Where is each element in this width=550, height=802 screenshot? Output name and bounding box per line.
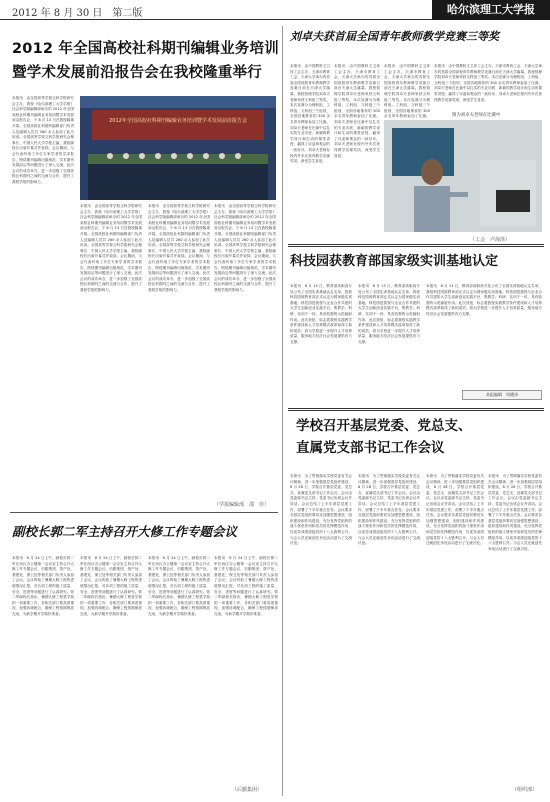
party-body-col4: 本报讯 为了贯彻落实学校党委有关会议精神，进一步加强基层党组织建设，8 月 28 日，学校召开基层党委、党总支、直属党支部书记工作会议。会议由党委副书记主持，党委书记出席会议并讲话。会议总结了上半年基层党建工作，部署了下半年重点任务。会议要求各基层党组织要切实加强思想建设、组织建设和作风建设，充分发挥党组织的战斗堡垒作用和党员的先锋模范作用，以优异成绩迎接党的十八大胜利召开。与会人员还就创先争优活动进行了交流讨论。 [488,474,542,551]
forum-banner-text: 2012年全国高校社科期刊编辑业务培训暨学术发展前沿报告会 [109,118,247,124]
research-base-title: 科技园获教育部国家级实训基地认定 [290,254,499,269]
meeting-body-col2: 本报讯 8 月 24 日上午，副校长郭二军在西区办公楼第一会议室主持召开大修工作专题会议，后勤集团、资产处、基建处、保卫处等相关部门负责人参加了会议。会议听取了暑期大修工程的进展情况汇报，对各项工程的施工质量、安全、进度等问题进行了认真研究。郭二军副校长指出，暑期大修工程是学校的一项重要工作，各相关部门要高度重视，加强协调配合，确保工程按期保质完成，为新学期开学做好准备。 [80,556,142,616]
party-title-line2: 直属党支部书记工作会议 [296,440,445,456]
party-title-line1: 学校召开基层党委、党总支、 [296,418,472,434]
meeting-body-col1: 本报讯 8 月 24 日上午，副校长郭二军在西区办公楼第一会议室主持召开大修工作专题会议，后勤集团、资产处、基建处、保卫处等相关部门负责人参加了会议。会议听取了暑期大修工程的进展情况汇报，对各项工程的施工质量、安全、进度等问题进行了认真研究。郭二军副校长指出，暑期大修工程是学校的一项重要工作，各相关部门要高度重视，加强协调配合，确保工程按期保质完成，为新学期开学做好准备。 [12,556,74,616]
forum-body-col4: 本报讯 由全国高等学校文科学报研究会主办、我校《哈尔滨理工大学学报》社会科学版编辑部承办的 2012 年全国高校社科期刊编辑业务培训暨学术发展前沿报告会，于 8 月 13 日在我校隆重开幕。全国高校社科期刊编辑部门负责人及编辑人员共 260 余人参加了此次培训。全国高等学校文科学报研究会理事长、中国人民大学学报主编，我校副校长出席开幕式并致辞。会议期间，与会代表听取了多位专家学者的学术报告，围绕期刊编辑出版规范、学术期刊发展前沿等问题进行了深入交流。此次会议的成功举办，进一步加强了全国高校社科期刊之间的交流与合作，提升了我校学报的影响力。 [214,204,276,292]
research-base-separator [288,408,544,411]
meeting-signature: （后勤集团） [232,787,263,793]
party-body-col2: 本报讯 为了贯彻落实学校党委有关会议精神，进一步加强基层党组织建设，8 月 28 日，学校召开基层党委、党总支、直属党支部书记工作会议。会议由党委副书记主持，党委书记出席会议并讲话。会议总结了上半年基层党建工作，部署了下半年重点任务。会议要求各基层党组织要切实加强思想建设、组织建设和作风建设，充分发挥党组织的战斗堡垒作用和党员的先锋模范作用，以优异成绩迎接党的十八大胜利召开。与会人员还就创先争优活动进行了交流讨论。 [358,474,420,546]
forum-body-col1: 本报讯 由全国高等学校文科学报研究会主办、我校《哈尔滨理工大学学报》社会科学版编辑部承办的 2012 年全国高校社科期刊编辑业务培训暨学术发展前沿报告会，于 8 月 13 日在我校隆重开幕。全国高校社科期刊编辑部门负责人及编辑人员共 260 余人参加了此次培训。全国高等学校文科学报研究会理事长、中国人民大学学报主编，我校副校长出席开幕式并致辞。会议期间，与会代表听取了多位专家学者的学术报告，围绕期刊编辑出版规范、学术期刊发展前沿等问题进行了深入交流。此次会议的成功举办，进一步加强了全国高校社科期刊之间的交流与合作，提升了我校学报的影响力。 [12,96,74,184]
meeting-body-col3: 本报讯 8 月 24 日上午，副校长郭二军在西区办公楼第一会议室主持召开大修工作专题会议，后勤集团、资产处、基建处、保卫处等相关部门负责人参加了会议。会议听取了暑期大修工程的进展情况汇报，对各项工程的施工质量、安全、进度等问题进行了认真研究。郭二军副校长指出，暑期大修工程是学校的一项重要工作，各相关部门要高度重视，加强协调配合，确保工程按期保质完成，为新学期开学做好准备。 [148,556,210,616]
teacher-photo-caption: 图为刘卓夫老师在比赛中 [452,113,501,118]
paper-name: 哈尔滨理工大学报 [432,0,550,20]
research-base-body-col3: 本报讯 8 月 13 日，教育部高职高专处公布了全国实训基地认定名单，我校科技园被教育部正式认定为国家级实训基地。科技园是我校与企业合作共建的大学生创新创业实践平台，集教学、科研、实训于一体，具有较强的示范辐射作用。此次获批，标志着我校实践教学条件建设和人才培养模式改革取得了新的成效，将为学校进一步提升人才培养质量、服务地方经济社会发展提供有力支撑。 [426,284,542,316]
forum-body-col3: 本报讯 由全国高等学校文科学报研究会主办、我校《哈尔滨理工大学学报》社会科学版编辑部承办的 2012 年全国高校社科期刊编辑业务培训暨学术发展前沿报告会，于 8 月 13 日在我校隆重开幕。全国高校社科期刊编辑部门负责人及编辑人员共 260 余人参加了此次培训。全国高等学校文科学报研究会理事长、中国人民大学学报主编，我校副校长出席开幕式并致辞。会议期间，与会代表听取了多位专家学者的学术报告，围绕期刊编辑出版规范、学术期刊发展前沿等问题进行了深入交流。此次会议的成功举办，进一步加强了全国高校社科期刊之间的交流与合作，提升了我校学报的影响力。 [148,204,210,292]
teacher-body-col3: 本报讯 由中国教科文卫体工会主办、天津市教育工会、天津大学承办的首届全国高校青年教师教学竞赛日前在天津大学落幕。我校管理学院刘卓夫老师荣获文科组三等奖。本次竞赛分为理科组、工科组、文科组三个组别，全国各地推荐的 300 余名青年教师参加了比赛。 [384,64,430,119]
teacher-separator [288,244,544,247]
party-body-col1: 本报讯 为了贯彻落实学校党委有关会议精神，进一步加强基层党组织建设，8 月 28 日，学校召开基层党委、党总支、直属党支部书记工作会议。会议由党委副书记主持，党委书记出席会议并讲话。会议总结了上半年基层党建工作，部署了下半年重点任务。会议要求各基层党组织要切实加强思想建设、组织建设和作风建设，充分发挥党组织的战斗堡垒作用和党员的先锋模范作用，以优异成绩迎接党的十八大胜利召开。与会人员还就创先争优活动进行了交流讨论。 [290,474,352,546]
meeting-title: 副校长郭二军主持召开大修工作专题会议 [12,524,238,539]
research-base-photo-caption: 本报编辑 周德泽 [462,390,542,400]
teacher-body-col4: 本报讯 由中国教科文卫体工会主办、天津市教育工会、天津大学承办的首届全国高校青年教师教学竞赛日前在天津大学落幕。我校管理学院刘卓夫老师荣获文科组三等奖。本次竞赛分为理科组、工科组、文科组三个组别，全国各地推荐的 300 余名青年教师参加了比赛。刘卓夫老师在比赛中以扎实的专业功底、新颖的教学设计和生动的课堂讲授，赢得了评委和观众的一致好评。刘卓夫老师在校内外多次获得教学竞赛奖项，深受学生喜爱。 [434,64,542,102]
meeting-top-rule [10,512,278,513]
party-signature: （组织部） [512,787,538,793]
teacher-photo [384,120,542,232]
teacher-body-col2: 本报讯 由中国教科文卫体工会主办、天津市教育工会、天津大学承办的首届全国高校青年教师教学竞赛日前在天津大学落幕。我校管理学院刘卓夫老师荣获文科组三等奖。本次竞赛分为理科组、工科组、文科组三个组别，全国各地推荐的 300 余名青年教师参加了比赛。刘卓夫老师在比赛中以扎实的专业功底、新颖的教学设计和生动的课堂讲授，赢得了评委和观众的一致好评。刘卓夫老师在校内外多次获得教学竞赛奖项，深受学生喜爱。 [334,64,380,158]
forum-body-col2: 本报讯 由全国高等学校文科学报研究会主办、我校《哈尔滨理工大学学报》社会科学版编辑部承办的 2012 年全国高校社科期刊编辑业务培训暨学术发展前沿报告会，于 8 月 13 日在我校隆重开幕。全国高校社科期刊编辑部门负责人及编辑人员共 260 余人参加了此次培训。全国高等学校文科学报研究会理事长、中国人民大学学报主编，我校副校长出席开幕式并致辞。会议期间，与会代表听取了多位专家学者的学术报告，围绕期刊编辑出版规范、学术期刊发展前沿等问题进行了深入交流。此次会议的成功举办，进一步加强了全国高校社科期刊之间的交流与合作，提升了我校学报的影响力。 [80,204,142,292]
forum-photo [80,96,276,200]
issue-date: 2012 年 8 月 30 日 第二版 [12,8,143,19]
column-divider [282,26,283,796]
teacher-signature: （工会 卢海泽） [470,237,511,243]
forum-signature: （学报编辑部 邵 佳） [214,502,270,508]
forum-title-line1: 2012 年全国高校社科期刊编辑业务培训 [12,41,279,57]
meeting-body-col4: 本报讯 8 月 24 日上午，副校长郭二军在西区办公楼第一会议室主持召开大修工作专题会议，后勤集团、资产处、基建处、保卫处等相关部门负责人参加了会议。会议听取了暑期大修工程的进展情况汇报，对各项工程的施工质量、安全、进度等问题进行了认真研究。郭二军副校长指出，暑期大修工程是学校的一项重要工作，各相关部门要高度重视，加强协调配合，确保工程按期保质完成，为新学期开学做好准备。 [214,556,278,616]
party-body-col3: 本报讯 为了贯彻落实学校党委有关会议精神，进一步加强基层党组织建设，8 月 28 日，学校召开基层党委、党总支、直属党支部书记工作会议。会议由党委副书记主持，党委书记出席会议并讲话。会议总结了上半年基层党建工作，部署了下半年重点任务。会议要求各基层党组织要切实加强思想建设、组织建设和作风建设，充分发挥党组织的战斗堡垒作用和党员的先锋模范作用，以优异成绩迎接党的十八大胜利召开。与会人员还就创先争优活动进行了交流讨论。 [426,474,484,546]
forum-title-line2: 暨学术发展前沿报告会在我校隆重举行 [12,65,262,81]
teacher-body-col1: 本报讯 由中国教科文卫体工会主办、天津市教育工会、天津大学承办的首届全国高校青年教师教学竞赛日前在天津大学落幕。我校管理学院刘卓夫老师荣获文科组三等奖。本次竞赛分为理科组、工科组、文科组三个组别，全国各地推荐的 300 余名青年教师参加了比赛。刘卓夫老师在比赛中以扎实的专业功底、新颖的教学设计和生动的课堂讲授，赢得了评委和观众的一致好评。刘卓夫老师在校内外多次获得教学竞赛奖项，深受学生喜爱。 [290,64,330,164]
research-base-body-col2: 本报讯 8 月 13 日，教育部高职高专处公布了全国实训基地认定名单，我校科技园被教育部正式认定为国家级实训基地。科技园是我校与企业合作共建的大学生创新创业实践平台，集教学、科研、实训于一体，具有较强的示范辐射作用。此次获批，标志着我校实践教学条件建设和人才培养模式改革取得了新的成效，将为学校进一步提升人才培养质量、服务地方经济社会发展提供有力支撑。 [358,284,420,344]
teacher-title: 刘卓夫获首届全国青年教师教学竞赛三等奖 [290,30,499,43]
research-base-body-col1: 本报讯 8 月 13 日，教育部高职高专处公布了全国实训基地认定名单，我校科技园被教育部正式认定为国家级实训基地。科技园是我校与企业合作共建的大学生创新创业实践平台，集教学、科研、实训于一体，具有较强的示范辐射作用。此次获批，标志着我校实践教学条件建设和人才培养模式改革取得了新的成效，将为学校进一步提升人才培养质量、服务地方经济社会发展提供有力支撑。 [290,284,352,344]
masthead [0,0,550,20]
masthead-rule [0,19,432,20]
